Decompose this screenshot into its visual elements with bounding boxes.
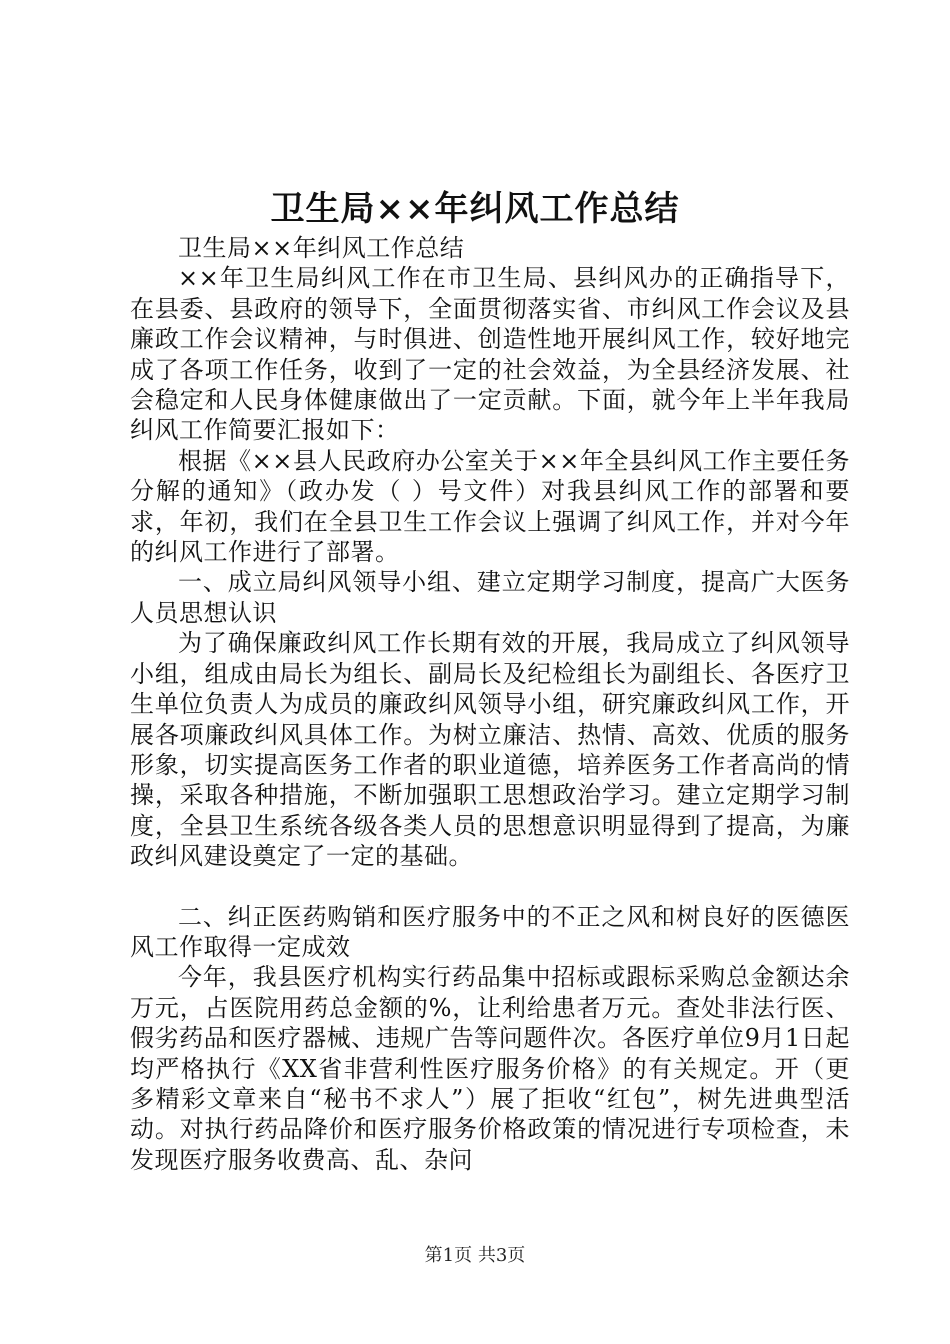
- section-one-heading: 一、成立局纠风领导小组、建立定期学习制度，提高广大医务人员思想认识: [130, 568, 850, 627]
- section-one-paragraph: 为了确保廉政纠风工作长期有效的开展，我局成立了纠风领导小组，组成由局长为组长、副局长及纪检组长为副组长、各医疗卫生单位负责人为成员的廉政纠风领导小组，研究廉政纠风工作，开展各项廉政纠风具体工作。为树立廉洁、热情、高效、优质的服务形象，切实提高医务工作者的职业道德，培养医务工作者高尚的情操，采取各种措施，不断加强职工思想政治学习。建立定期学习制度，全县卫生系统各级各类人员的思想意识明显得到了提高，为廉政纠风建设奠定了一定的基础。: [130, 629, 850, 871]
- document-title: 卫生局××年纠风工作总结: [270, 189, 680, 229]
- document-body: [130, 233, 850, 1175]
- page-number-footer: 第1页 共3页: [424, 1245, 526, 1266]
- subtitle-paragraph: 卫生局××年纠风工作总结: [178, 234, 465, 262]
- section-two-paragraph: 今年，我县医疗机构实行药品集中招标或跟标采购总金额达余万元，占医院用药总金额的%，让利给患者万元。查处非法行医、假劣药品和医疗器械、违规广告等问题件次。各医疗单位9月1日起均严格执行《XX省非营利性医疗服务价格》的有关规定。开（更多精彩文章来自“秘书不求人”）展了拒收“红包”，树先进典型活动。对执行药品降价和医疗服务价格政策的情况进行专项检查，未发现医疗服务收费高、乱、杂问: [130, 963, 850, 1174]
- section-two-heading: 二、纠正医药购销和医疗服务中的不正之风和树良好的医德医风工作取得一定成效: [130, 902, 850, 961]
- basis-paragraph: 根据《××县人民政府办公室关于××年全县纠风工作主要任务分解的通知》（政办发（ ）号文件）对我县纠风工作的部署和要求，年初，我们在全县卫生工作会议上强调了纠风工作，并对今年的纠风工作进行了部署。: [130, 446, 850, 567]
- intro-paragraph: ××年卫生局纠风工作在市卫生局、县纠风办的正确指导下，在县委、县政府的领导下，全面贯彻落实省、市纠风工作会议及县廉政工作会议精神，与时俱进、创造性地开展纠风工作，较好地完成了各项工作任务，收到了一定的社会效益，为全县经济发展、社会稳定和人民身体健康做出了一定贡献。下面，就今年上半年我局纠风工作简要汇报如下：: [130, 264, 850, 445]
